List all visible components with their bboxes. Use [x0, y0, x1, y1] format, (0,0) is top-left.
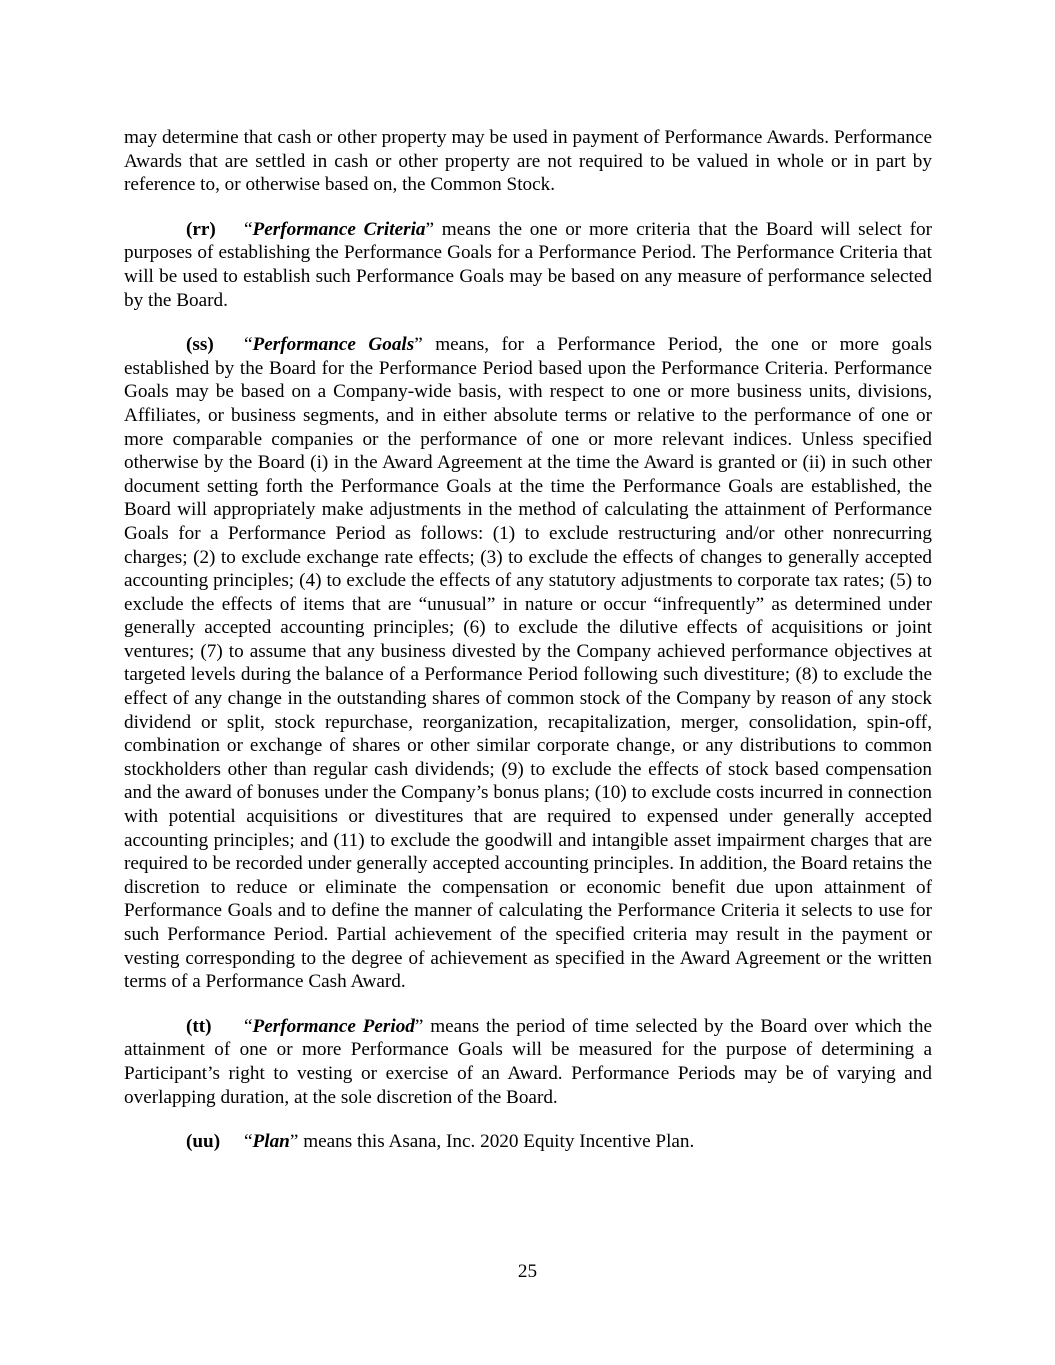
definition-text: means, for a Performance Period, the one or more goals established by the Board for the Performance Period based upon the Performance Criteria. Performance Goals may be based on a Company-wide basis, with respect to one or more business units, divisions, Affiliates, or business segments, and in either absolute terms or relative to the performance of one or more comparable companies or the performance of one or more relevant indices. Unless specified otherwise by the Board (i) in the Award Agreement at the time the Award is granted or (ii) in such other document setting forth the Performance Goals at the time the Performance Goals are established, the Board will appropriately make adjustments in the method of calculating the attainment of Performance Goals for a Performance Period as follows: (1) to exclude restructuring and/or other nonrecurring charges; (2) to exclude exchange rate effects; (3) to exclude the effects of changes to generally accepted accounting principles; (4) to exclude the effects of any statutory adjustments to corporate tax rates; (5) to exclude the effects of items that are “unusual” in nature or occur “infrequently” as determined under generally accepted accounting principles; (6) to exclude the dilutive effects of acquisitions or joint ventures; (7) to assume that any business divested by the Company achieved performance objectives at targeted levels during the balance of a Performance Period following such divestiture; (8) to exclude the effect of any change in the outstanding shares of common stock of the Company by reason of any stock dividend or split, stock repurchase, reorganization, recapitalization, merger, consolidation, spin-off, combination or exchange of shares or other similar corporate change, or any distributions to common stockholders other than regular cash dividends; (9) to exclude the effects of stock based compensation and the award of bonuses under the Company’s bonus plans; (10) to exclude costs incurred in connection with potential acquisitions or divestitures that are required to expensed under generally accepted accounting principles; and (11) to exclude the goodwill and intangible asset impairment charges that are required to be recorded under generally accepted accounting principles. In addition, the Board retains the discretion to reduce or eliminate the compensation or economic benefit due upon attainment of Performance Goals and to define the manner of calculating the Performance Criteria it selects to use for such Performance Period. Partial achievement of the specified criteria may result in the payment or vesting corresponding to the degree of achievement as specified in the Award Agreement or the written terms of a Performance Cash Award. — [124, 334, 933, 993]
definition-ss — [124, 333, 932, 994]
section-label: (tt) — [186, 1015, 212, 1037]
close-quote: ” — [414, 334, 423, 356]
defined-term: Performance Period — [252, 1015, 415, 1037]
intro-paragraph: may determine that cash or other property may be used in payment of Performance Awards. Performance Awards that are settled in cash or other property are not required to be valued in whole or in part by reference to, or otherwise based on, the Common Stock. — [124, 127, 932, 196]
definition-uu — [124, 1130, 932, 1154]
definition-text: means this Asana, Inc. 2020 Equity Incentive Plan. — [298, 1131, 695, 1153]
open-quote: “ — [244, 1015, 253, 1037]
close-quote: ” — [425, 218, 435, 240]
definition-text: means the period of time selected by the Board over which the attainment of one or more Performance Goals will be measured for the purpose of determining a Participant’s right to vesting or exercise of an Award. Performance Periods may be of varying and overlapping duration, at the sole discretion of the Board. — [124, 1015, 932, 1108]
defined-term: Performance Goals — [252, 334, 415, 356]
close-quote: ” — [289, 1131, 299, 1153]
document-body — [124, 126, 932, 1154]
definition-tt — [124, 1015, 932, 1109]
definition-text: means the one or more criteria that the Board will select for purposes of establishing the Performance Goals for a Performance Period. The Performance Criteria that will be used to establish such Performance Goals may be based on any measure of performance selected by the Board. — [124, 218, 932, 311]
definition-rr — [124, 218, 932, 312]
defined-term: Performance Criteria — [252, 218, 426, 240]
open-quote: “ — [244, 218, 253, 240]
page-number: 25 — [517, 1261, 538, 1282]
open-quote: “ — [244, 334, 253, 356]
open-quote: “ — [244, 1131, 253, 1153]
close-quote: ” — [414, 1015, 424, 1037]
defined-term: Plan — [252, 1131, 290, 1153]
section-label: (rr) — [186, 218, 216, 240]
section-label: (uu) — [186, 1131, 221, 1153]
section-label: (ss) — [186, 334, 214, 356]
